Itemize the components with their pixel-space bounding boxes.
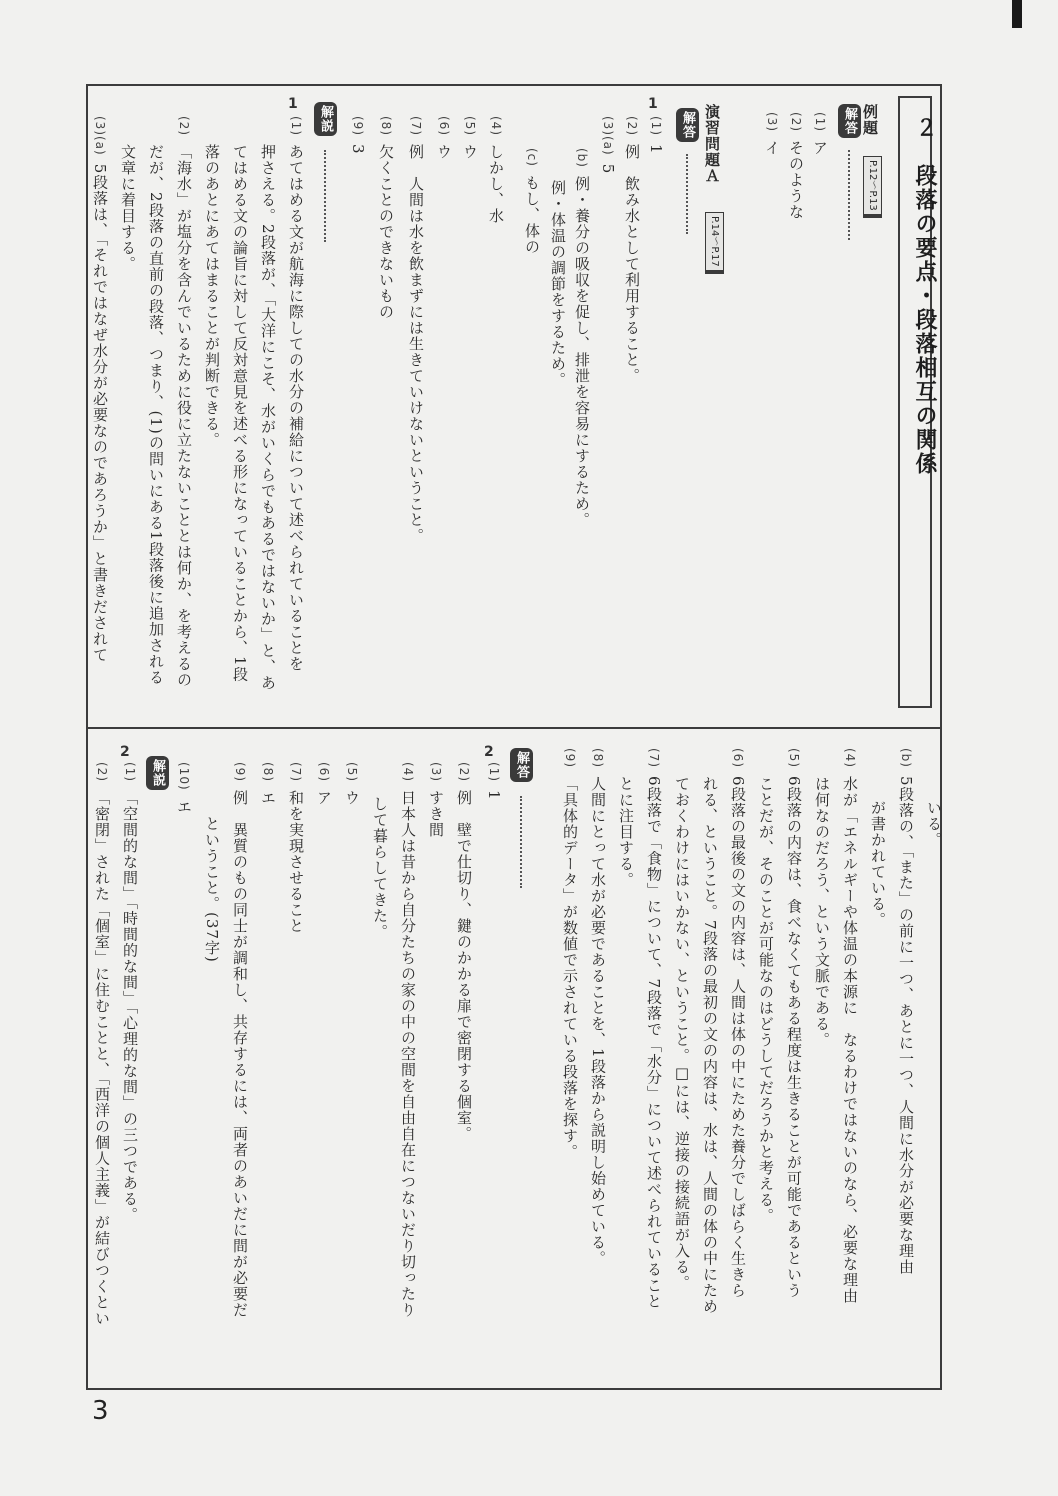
practice-answer-3a: (3)(a)5 — [599, 116, 617, 175]
example-page-ref: P.12〜P.13 — [863, 156, 882, 218]
practice-group-mark: 1 — [648, 96, 658, 112]
answer-line: (3)すき間 — [427, 762, 445, 838]
answer-line: (5)ウ — [343, 762, 361, 806]
dotted-leader — [686, 154, 688, 234]
practice-answer-1: (1)1 — [647, 116, 665, 155]
practice-heading: 演習問題Ａ — [703, 104, 721, 184]
scan-edge-mark — [1012, 0, 1022, 28]
answer-label-2: 解答 — [510, 748, 533, 782]
explanation-cont: とに注目する。 — [617, 776, 635, 888]
answer-line: (8)エ — [259, 762, 277, 806]
answer-line: (6)ア — [315, 762, 333, 806]
practice-answer-3c: (c)もし、体の — [523, 148, 541, 255]
section-title: ２ 段落の要点・段落相互の関係 — [912, 116, 937, 476]
practice-answer-7: (7)例 人間は水を飲まずには生きていけないということ。 — [407, 116, 425, 544]
practice-answer-9: (9)3 — [349, 116, 367, 155]
practice-answer-5: (5)ウ — [461, 116, 479, 160]
explanation-line: (1)「空間的な間」「時間的な間」「心理的な間」の三つである。 — [121, 762, 139, 1223]
explanation-cont: (4)水が「エネルギーや体温の本源に なるわけではないのなら、必要な理由 — [841, 748, 859, 1304]
answer-line: (1)1 — [485, 762, 503, 801]
explanation-group-mark: 1 — [288, 96, 298, 112]
explanation-line: (1)あてはめる文が航海に際しての水分の補給について述べられていることを — [287, 116, 305, 672]
practice-answer-6: (6)ウ — [435, 116, 453, 160]
explanation-label-2: 解説 — [146, 756, 169, 790]
explanation-label: 解説 — [314, 102, 337, 136]
explanation-line: 押さえる。2段落が、「大洋にこそ、水がいくらでもあるではないか」と、あ — [259, 144, 277, 692]
answer-line: して暮らしてきた。 — [371, 796, 389, 940]
explanation-line: (2)「密閉」された「個室」に住むことと、「西洋の個人主義」が結びつくとい — [93, 762, 111, 1327]
explanation-line: 文章に着目する。 — [119, 144, 137, 272]
answer-group-mark: 2 — [484, 744, 494, 760]
explanation-cont: (6)6段落の最後の文の内容は、人間は体の中にためた養分でしばらく生きら — [729, 748, 747, 1299]
explanation-cont: (5)6段落の内容は、食べなくてもある程度は生きることが可能であるという — [785, 748, 803, 1299]
explanation-cont: ことだが、そのことが可能なのはどうしてだろうかと考える。 — [757, 776, 775, 1224]
dotted-leader — [324, 150, 326, 242]
practice-answer-3b-2: 例・体温の調節をするため。 — [549, 180, 567, 388]
example-heading: 例題 — [861, 104, 879, 136]
half-divider — [86, 727, 942, 729]
answer-line: (2)例 壁で仕切り、鍵のかかる扉で密閉する個室。 — [455, 762, 473, 1142]
explanation-cont: (7)6段落で「食物」について、7段落で「水分」について述べられていること — [645, 748, 663, 1310]
example-answer-3: (3)イ — [763, 112, 781, 156]
explanation-line: 落のあとにあてはまることが判断できる。 — [203, 144, 221, 448]
answer-line: (7)和を実現させること — [287, 762, 305, 934]
explanation-cont: は何なのだろう、という文脈である。 — [813, 776, 831, 1048]
practice-answer-3b: (b)例・養分の吸収を促し、排泄を容易にするため。 — [573, 148, 591, 528]
explanation-cont: (9)「具体的データ」が数値で示されている段落を探す。 — [561, 748, 579, 1160]
explanation-cont: れる、ということ。7段落の最初の文の内容は、水は、人間の体の中にため — [701, 776, 719, 1315]
page-number: 3 — [92, 1396, 109, 1426]
practice-answer-8: (8)欠くことのできないもの — [377, 116, 395, 320]
explanation-cont: いる。 — [925, 800, 943, 848]
explanation-cont: ておくわけにはいかない、ということ。□には、逆接の接続語が入る。 — [673, 776, 691, 1291]
explanation-line: (3)(a)5段落は、「それではなぜ水分が必要なのであろうか」と書きだされて — [91, 116, 109, 663]
answer-line: (9)例 異質のもの同士が調和し、共存するには、両者のあいだに間が必要だ — [231, 762, 249, 1318]
answer-line: ということ。(37字) — [203, 816, 221, 963]
practice-answer-2: (2)例 飲み水として利用すること。 — [623, 116, 641, 384]
dotted-leader — [520, 796, 522, 888]
answer-line: (10)エ — [175, 762, 193, 815]
explanation-line: てはめる文の論旨に対して反対意見を述べる形になっていることから、1段 — [231, 144, 249, 683]
explanation-cont: が書かれている。 — [869, 800, 887, 928]
explanation-group-mark-2: 2 — [120, 744, 130, 760]
practice-answer-label: 解答 — [676, 108, 699, 142]
dotted-leader — [848, 150, 850, 240]
example-answer-2: (2)そのような — [787, 112, 805, 220]
practice-answer-4: (4)しかし、水 — [487, 116, 505, 224]
practice-page-ref: P.14〜P.17 — [705, 212, 724, 274]
example-answer-label: 解答 — [838, 104, 861, 138]
example-answer-1: (1)ア — [811, 112, 829, 156]
explanation-cont: (8)人間にとって水が必要であることを、1段落から説明し始めている。 — [589, 748, 607, 1267]
explanation-line: (2)「海水」が塩分を含んでいるために役に立たないこととは何か、を考えるの — [175, 116, 193, 688]
answer-line: (4)日本人は昔から自分たちの家の中の空間を自由自在につないだり切ったり — [399, 762, 417, 1318]
explanation-line: だが、2段落の直前の段落、つまり、(1)の問いにある1段落後に追加される — [147, 144, 165, 686]
explanation-cont: (b)5段落の、「また」の前に一つ、あとに一つ、人間に水分が必要な理由 — [897, 748, 915, 1276]
